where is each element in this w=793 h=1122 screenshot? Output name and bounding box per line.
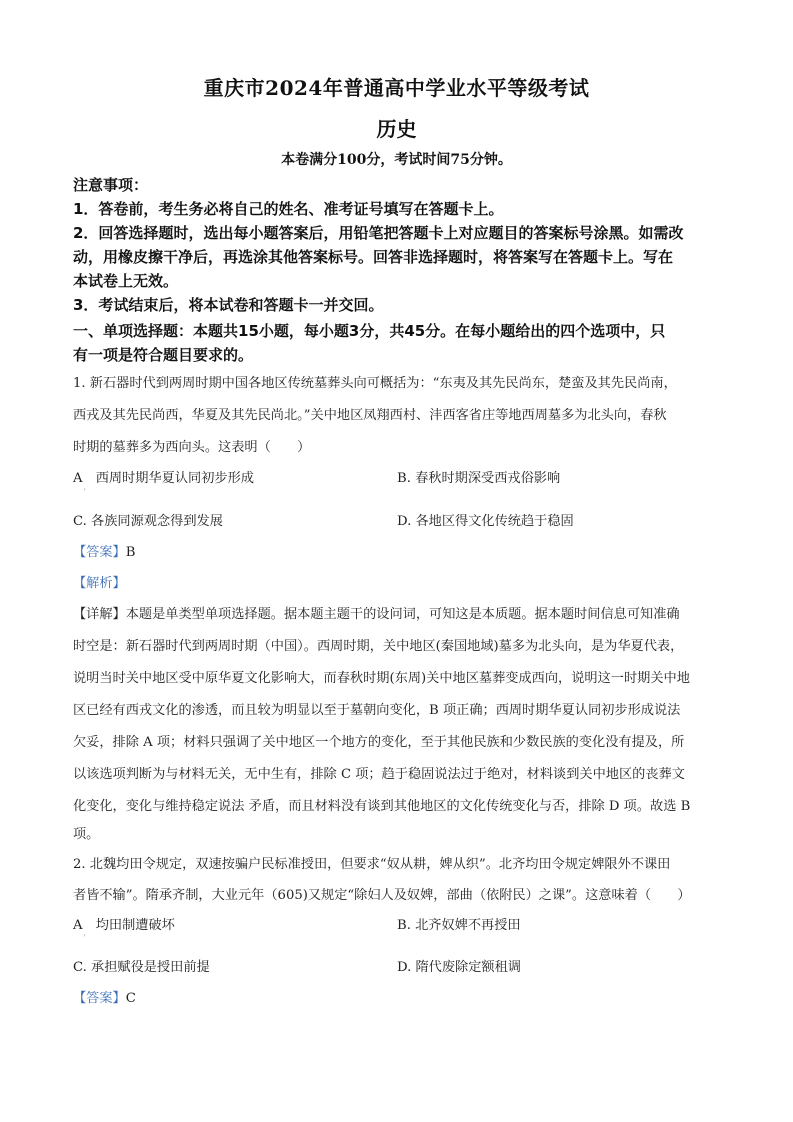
detail-label: 【详解】: [73, 607, 126, 622]
q2-option-b: B. 北齐奴婢不再授田: [397, 918, 521, 933]
q1-detail: 时空是：新石器时代到两周时期（中国）。西周时期，关中地区(秦国地域)墓多为北头向，是为华夏代表，: [73, 639, 684, 654]
q2-option-c: C. 承担赋役是授田前提: [73, 960, 210, 975]
stray-mark: ': [84, 933, 86, 942]
answer-label: 【答案】: [73, 545, 126, 560]
question-2-stem: 者皆不输”。隋承齐制，大业元年（605)又规定“除妇人及奴婢，部曲（依附民）之课”。这意味着（ ）: [73, 888, 691, 903]
notice-item: 1．答卷前，考生务必将自己的姓名、准考证号填写在答题卡上。: [73, 200, 504, 218]
q1-detail: 项。: [73, 827, 100, 842]
q2-option-d: D. 隋代废除定额租调: [397, 960, 521, 975]
q1-detail: 说明当时关中地区受中原华夏文化影响大，而春秋时期(东周)关中地区墓葬变成西向，说明这一时期关中地: [73, 671, 690, 686]
notice-item: 3．考试结束后，将本试卷和答题卡一并交回。: [73, 296, 384, 314]
notice-item: 本试卷上无效。: [73, 272, 179, 290]
question-2-stem: 2. 北魏均田令规定，双速按骗户民标准授田，但要求“奴从耕，婢从织”。北齐均田令规定婢限外不课田: [73, 857, 671, 872]
section-heading: 一、单项选择题：本题共15小题，每小题3分，共45分。在每小题给出的四个选项中，只: [73, 322, 666, 340]
answer-value: B: [125, 545, 136, 560]
q1-detail: 以该选项判断为与材料无关，无中生有，排除 C 项；趋于稳固说法过于绝对，材料谈到关中地区的丧葬文: [73, 767, 685, 782]
question-1-stem: 西戎及其先民尚西，华夏及其先民尚北。”关中地区凤翔西村、沣西客省庄等地西周墓多为北头向，春秋: [73, 408, 667, 423]
q1-option-a: A 西周时期华夏认同初步形成: [73, 471, 254, 486]
q1-answer: [73, 541, 135, 560]
q1-detail: 【详解】本题是单类型单项选择题。据本题主题干的设问词，可知这是本质题。据本题时间信息可知准确: [73, 607, 680, 622]
exam-info: 本卷满分100分，考试时间75分钟。: [281, 152, 512, 168]
notice-heading: 注意事项：: [73, 176, 149, 194]
question-1-stem: 1. 新石器时代到两周时期中国各地区传统墓葬头向可概括为：“东夷及其先民尚东，楚蛮及其先民尚南，: [73, 376, 677, 391]
section-heading: 有一项是符合题目要求的。: [73, 346, 254, 364]
q1-option-d: D. 各地区得文化传统趋于稳固: [397, 514, 574, 529]
q1-analysis-label: 【解析】: [73, 576, 126, 591]
notice-item: 2．回答选择题时，选出每小题答案后，用铅笔把答题卡上对应题目的答案标号涂黑。如需改: [73, 224, 684, 242]
answer-value: C: [125, 991, 136, 1006]
question-1-stem: 时期的墓葬多为西向头。这表明（ ）: [73, 440, 311, 455]
subject-title: 历史: [376, 117, 417, 141]
q2-answer: [73, 987, 136, 1006]
q1-option-c: C. 各族同源观念得到发展: [73, 514, 223, 529]
q1-detail: 区已经有西戎文化的渗透，而且较为明显以至于墓朝向变化，B 项正确；西周时期华夏认同初步形成说法: [73, 703, 681, 718]
q2-option-a: A 均田制遭破坏: [73, 918, 175, 933]
notice-item: 动，用橡皮擦干净后，再选涂其他答案标号。回答非选择题时，将答案写在答题卡上。写在: [73, 248, 674, 266]
answer-label: 【答案】: [73, 991, 126, 1006]
q1-option-b: B. 春秋时期深受西戎俗影响: [397, 471, 561, 486]
stray-mark: ': [84, 487, 86, 496]
q1-detail: 化变化，变化与维持稳定说法 矛盾，而且材料没有谈到其他地区的文化传统变化与否，排除 D 项。故选 B: [73, 799, 691, 814]
q1-detail: 欠妥，排除 A 项；材料只强调了关中地区一个地方的变化，至于其他民族和少数民族的变化没有提及，所: [73, 735, 685, 750]
exam-title: 重庆市2024年普通高中学业水平等级考试: [203, 76, 590, 100]
